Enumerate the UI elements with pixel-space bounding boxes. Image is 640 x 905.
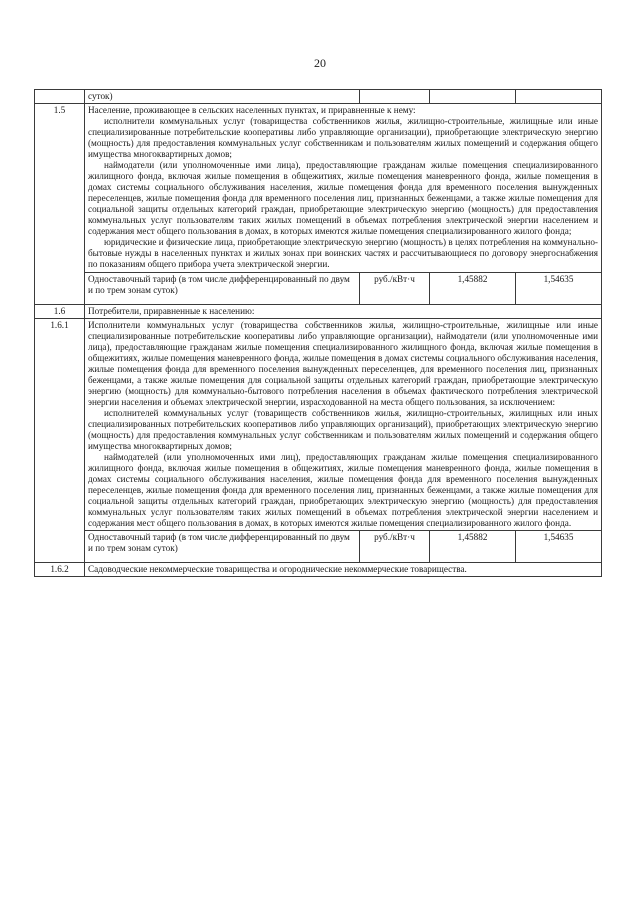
table-row-1-5-tariff [35, 272, 602, 304]
paragraph: наймодателей (или уполномоченных ими лиц), предоставляющих гражданам жилые помещения специализированного жилищного фонда, включая жилые помещения в общежитиях, жилые помещения маневренного фонда, жилые помещения в домах системы социального обслуживания населения, жилые помещения фонда для временного поселения вынужденных переселенцев, жилые помещения фонда для временного поселения лиц, признанных беженцами, а также жилые помещения для социальной защиты отдельных категорий граждан, приобретающих электрическую энергию (мощность) для предоставления коммунальных услуг пользователям таких жилых помещений в объемах потребления электрической энергии населением и содержания мест общего пользования в домах, в которых имеются жилые помещения специализированного жилого фонда. [88, 451, 598, 529]
tariff-value-first-half: 1,45882 [430, 531, 516, 563]
tariff-table [34, 89, 602, 577]
paragraph: Исполнители коммунальных услуг (товарищества собственников жилья, жилищно-строительные, жилищные или иные специализированные потребительские кооперативы либо управляющие организации), наймодатели (или уполномоченные ими лица), предоставляющие гражданам жилые помещения специализированного жилищного фонда, включая жилые помещения в общежитиях, жилые помещения маневренного фонда, жилые помещения в домах системы социального обслуживания населения, жилые помещения фонда для временного поселения вынужденных переселенцев, для временного поселения лиц, признанных беженцами, а также жилые помещения для социальной защиты отдельных категорий граждан, приобретающие электрическую энергию (мощность) для коммунально-бытового потребления населения в объемах фактического потребления электрической энергии населения и объемах электрической энергии, израсходованной на места общего пользования, за исключением: [88, 319, 598, 407]
row-number-1-6-1: 1.6.1 [35, 318, 85, 563]
row-1-6-1-description [85, 318, 602, 531]
table-row-1-6-2 [35, 563, 602, 577]
row-number-1-5: 1.5 [35, 104, 85, 304]
row-number-1-6-2: 1.6.2 [35, 563, 85, 577]
row-1-6-2-description: Садоводческие некоммерческие товарищества и огороднические некоммерческие товарищества. [85, 563, 602, 577]
table-row-1-6-1 [35, 318, 602, 531]
table-row-1-5 [35, 104, 602, 272]
unit-cell [360, 90, 430, 104]
value-cell [430, 90, 516, 104]
paragraph: исполнителей коммунальных услуг (товариществ собственников жилья, жилищно-строительных, жилищных или иных специализированных потребительских кооперативов либо управляющих организаций), приобретающих электрическую энергию (мощность) для предоставления коммунальных услуг собственникам и пользователям жилых помещений и содержания общего имущества многоквартирных домов; [88, 407, 598, 451]
row-1-5-description [85, 104, 602, 272]
tariff-value-second-half: 1,54635 [516, 531, 602, 563]
tariff-label: Одноставочный тариф (в том числе дифференцированный по двум и по трем зонам суток) [85, 531, 360, 563]
paragraph: Население, проживающее в сельских населенных пунктах, и приравненные к нему: [88, 105, 416, 116]
table-row-continuation [35, 90, 602, 104]
tariff-unit: руб./кВт·ч [360, 272, 430, 304]
table-row-1-6 [35, 304, 602, 318]
row-1-6-description: Потребители, приравненные к населению: [85, 304, 602, 318]
paragraph: юридические и физические лица, приобретающие электрическую энергию (мощность) в целях потребления на коммунально-бытовые нужды в населенных пунктах и жилых зонах при воинских частях и рассчитывающиеся по договору энергоснабжения по показаниям общего прибора учета электрической энергии. [88, 237, 598, 270]
paragraph: наймодатели (или уполномоченные ими лица), предоставляющие гражданам жилые помещения специализированного жилищного фонда, включая жилые помещения в общежитиях, жилые помещения маневренного фонда, жилые помещения в домах системы социального обслуживания населения, жилые помещения фонда для временного поселения вынужденных переселенцев, жилые помещения фонда для временного поселения лиц, признанных беженцами, а также жилые помещения для социальной защиты отдельных категорий граждан, приобретающие электрическую энергию (мощность) для предоставления коммунальных услуг пользователям таких жилых помещений в объемах потребления электрической энергии населением и содержания мест общего пользования в домах, в которых имеются жилые помещения специализированного жилого фонда; [88, 160, 598, 237]
row-number-cell [35, 90, 85, 104]
row-number-1-6: 1.6 [35, 304, 85, 318]
page-number: 20 [314, 56, 326, 70]
row-description: суток) [85, 90, 360, 104]
value-cell [516, 90, 602, 104]
paragraph: исполнители коммунальных услуг (товарищества собственников жилья, жилищно-строительные, жилищные или иные специализированные потребительские кооперативы либо управляющие организации), приобретающие электрическую энергию (мощность) для предоставления коммунальных услуг собственникам и пользователям жилых помещений и содержания общего имущества многоквартирных домов; [88, 116, 598, 160]
tariff-value-second-half: 1,54635 [516, 272, 602, 304]
tariff-unit: руб./кВт·ч [360, 531, 430, 563]
tariff-value-first-half: 1,45882 [430, 272, 516, 304]
tariff-label: Одноставочный тариф (в том числе дифференцированный по двум и по трем зонам суток) [85, 272, 360, 304]
table-row-1-6-1-tariff [35, 531, 602, 563]
